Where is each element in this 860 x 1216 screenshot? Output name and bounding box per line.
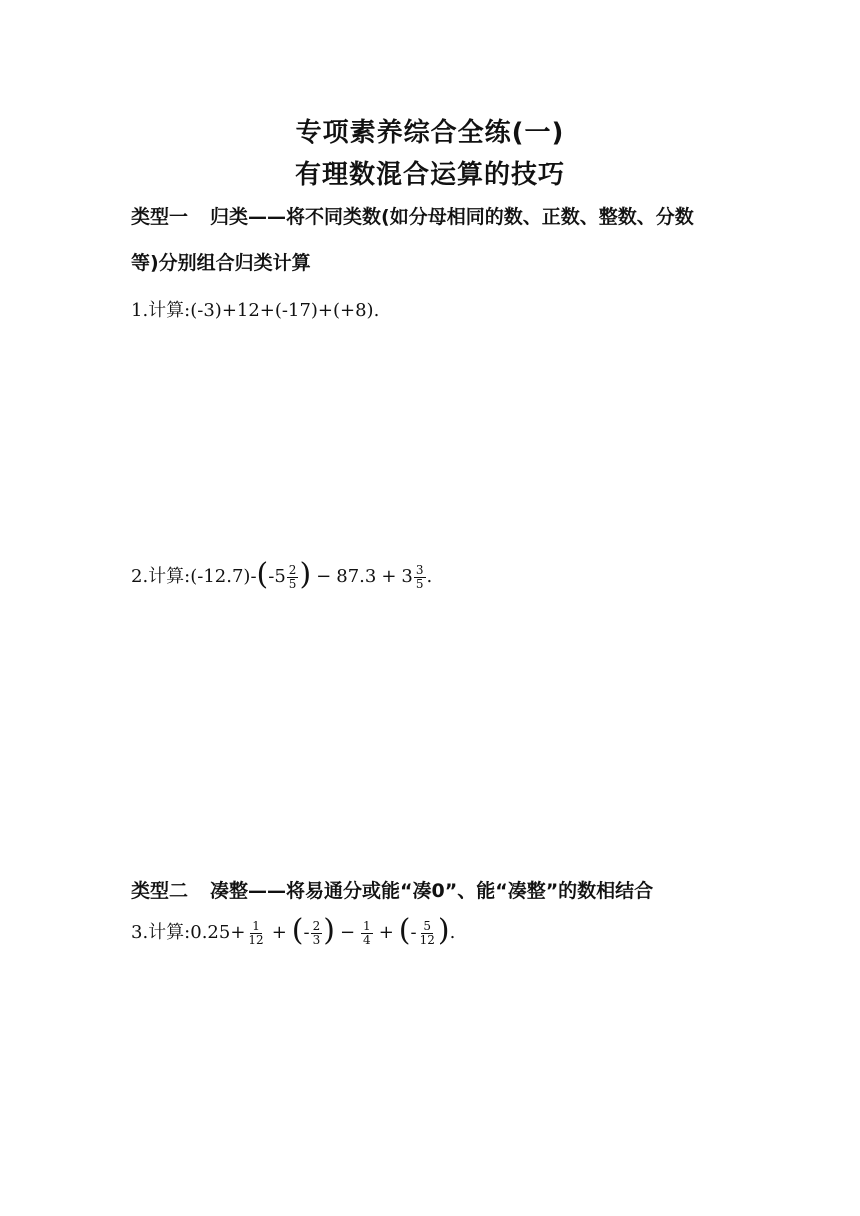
q3-fraction-4: $\frac{5}{12}$: [419, 918, 435, 947]
q2-fraction-1: $\frac{2}{5}$: [288, 562, 297, 591]
q2-plus: +: [381, 566, 397, 587]
section-2-heading: [131, 868, 741, 914]
q3-plus-1: +: [271, 922, 287, 943]
q2-mixed1-sign: -5: [268, 566, 286, 587]
question-2: 2.计算:(-12.7)-(-5 $\frac{2}{5}$ ) − 87.3 + 3 $\frac{3}{5}$ .: [131, 557, 433, 592]
q2-end: .: [426, 566, 433, 587]
q2-value: 87.3: [336, 566, 377, 587]
q3-f2-sign: -: [303, 922, 310, 943]
q2-mixed2-whole: 3: [401, 566, 413, 587]
question-3: 3.计算:0.25+ $\frac{1}{12}$ + (- $\frac{2}{3}$ ) − $\frac{1}{4}$ + (- $\frac{5}{12}$ ).: [131, 913, 456, 948]
section-1-text-line2: 等)分别组合归类计算: [131, 252, 311, 274]
q2-minus: −: [316, 566, 332, 587]
section-1-heading: [131, 194, 741, 286]
section-2-text: 凑整——将易通分或能“凑0”、能“凑整”的数相结合: [210, 880, 654, 902]
q3-minus: −: [339, 922, 356, 943]
q3-plus-2: +: [378, 922, 394, 943]
section-1-text-line1: 归类——将不同类数(如分母相同的数、正数、整数、分数: [210, 206, 694, 228]
question-2-prefix: 2.计算:(-12.7)-: [131, 566, 257, 587]
q3-fraction-3: $\frac{1}{4}$: [363, 918, 371, 947]
q3-fraction-2: $\frac{2}{3}$: [312, 918, 321, 947]
question-1: 1.计算:(-3)+12+(-17)+(+8).: [131, 300, 380, 321]
q3-f4-sign: -: [410, 922, 417, 943]
q3-fraction-1: $\frac{1}{12}$: [248, 918, 264, 947]
question-3-prefix: 3.计算:0.25+: [131, 922, 246, 943]
q3-end: .: [449, 922, 456, 943]
page-subtitle: 有理数混合运算的技巧: [294, 160, 565, 190]
section-1-label: 类型一: [131, 206, 189, 228]
page-title: 专项素养综合全练(一): [295, 118, 565, 148]
q2-fraction-2: $\frac{3}{5}$: [415, 562, 424, 591]
section-2-label: 类型二: [131, 880, 189, 902]
